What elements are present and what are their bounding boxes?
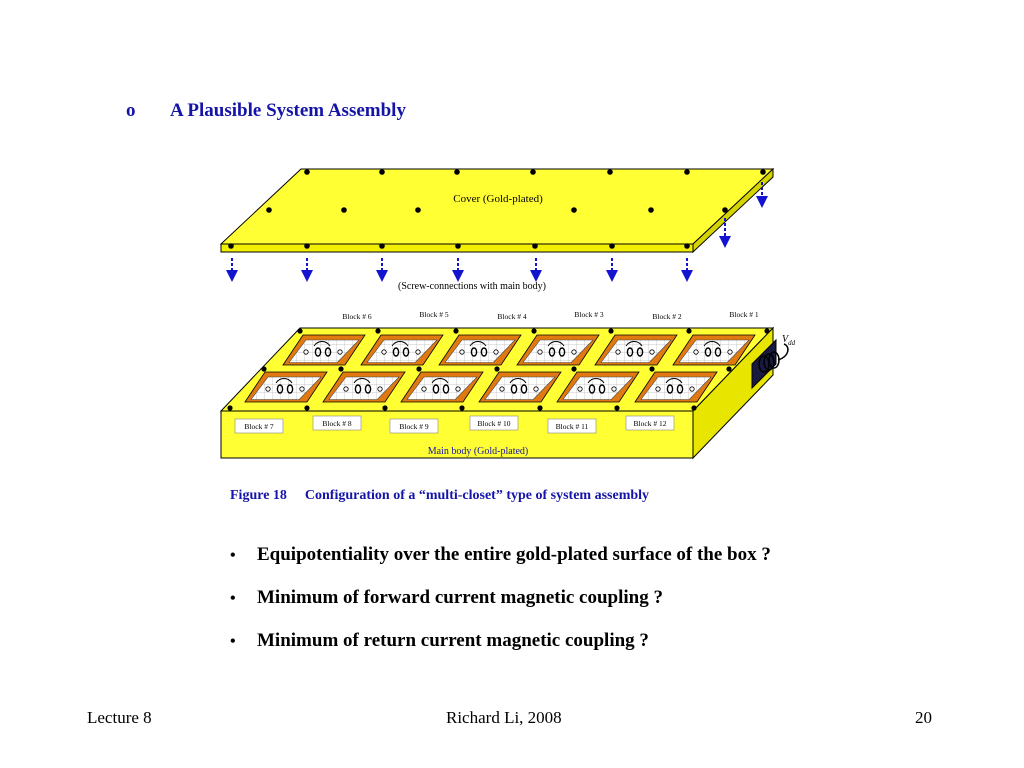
block-label: Block # 1 [729, 310, 759, 319]
screw-hole [649, 366, 654, 371]
figure-number: Figure 18 [230, 488, 287, 503]
screw-hole [760, 169, 766, 175]
screw-hole [722, 207, 728, 213]
screw-hole [537, 405, 542, 410]
block-label: Block # 7 [244, 422, 274, 431]
screw-hole [609, 243, 615, 249]
component [616, 350, 620, 354]
footer-lecture: Lecture 8 [87, 708, 152, 727]
component [572, 350, 576, 354]
component [728, 350, 732, 354]
screw-hole [686, 328, 691, 333]
screw-hole [571, 366, 576, 371]
screw-hole [304, 169, 310, 175]
screw-hole [607, 169, 613, 175]
component [612, 387, 616, 391]
screw-hole [228, 243, 234, 249]
component [338, 350, 342, 354]
screw-hole [691, 405, 696, 410]
screw-hole [459, 405, 464, 410]
screw-label: (Screw-connections with main body) [397, 281, 547, 292]
cover-plate [221, 169, 773, 252]
component [500, 387, 504, 391]
screw-hole [375, 328, 380, 333]
screw-hole [726, 366, 731, 371]
screw-hole [684, 243, 690, 249]
bullet-dot-icon: • [230, 547, 236, 564]
component [422, 387, 426, 391]
heading-bullet: o [126, 100, 136, 121]
screw-hole [338, 366, 343, 371]
screw-hole [261, 366, 266, 371]
block-label: Block # 6 [342, 312, 372, 321]
block-label: Block # 4 [497, 312, 527, 321]
screw-hole [382, 405, 387, 410]
figure-caption [230, 488, 649, 504]
bullet-item: • Minimum of forward current magnetic coupling ? [230, 587, 663, 608]
component [300, 387, 304, 391]
component [304, 350, 308, 354]
block-label: Block # 8 [322, 419, 352, 428]
component [534, 387, 538, 391]
screw-hole [341, 207, 347, 213]
block-label: Block # 9 [399, 422, 429, 431]
bullet-item: • Equipotentiality over the entire gold-plated surface of the box ? [230, 544, 771, 565]
block-label: Block # 12 [633, 419, 667, 428]
bullet-list [230, 544, 771, 673]
bullet-dot-icon: • [230, 590, 236, 607]
cover-label: Cover (Gold-plated) [453, 193, 543, 205]
block-label: Block # 5 [419, 310, 449, 319]
screw-hole [266, 207, 272, 213]
screw-hole [227, 405, 232, 410]
block-label: Block # 3 [574, 310, 604, 319]
screw-hole [297, 328, 302, 333]
component [382, 350, 386, 354]
screw-hole [764, 328, 769, 333]
screw-hole [494, 366, 499, 371]
screw-hole [684, 169, 690, 175]
figure-caption-text: Configuration of a “multi-closet” type of system assembly [304, 488, 650, 503]
screw-hole [531, 328, 536, 333]
screw-hole [455, 243, 461, 249]
screw-hole [571, 207, 577, 213]
component [656, 387, 660, 391]
screw-hole [648, 207, 654, 213]
component [378, 387, 382, 391]
footer-page-number: 20 [915, 708, 932, 727]
screw-hole [415, 207, 421, 213]
screw-hole [379, 243, 385, 249]
screw-hole [608, 328, 613, 333]
component [494, 350, 498, 354]
component [460, 350, 464, 354]
component [456, 387, 460, 391]
screw-hole [454, 169, 460, 175]
screw-hole [530, 169, 536, 175]
component [538, 350, 542, 354]
main-body-label: Main body (Gold-plated) [427, 446, 529, 457]
component [690, 387, 694, 391]
block-label: Block # 10 [477, 419, 511, 428]
component [650, 350, 654, 354]
screw-hole [379, 169, 385, 175]
bullet-dot-icon: • [230, 633, 236, 650]
component [694, 350, 698, 354]
main-body [221, 328, 773, 458]
component [344, 387, 348, 391]
screw-hole [614, 405, 619, 410]
heading-text: A Plausible System Assembly [170, 100, 406, 121]
screw-hole [304, 243, 310, 249]
screw-hole [532, 243, 538, 249]
screw-hole [304, 405, 309, 410]
vdd-label: $V_{dd}$ [782, 334, 796, 347]
component [266, 387, 270, 391]
footer-author: Richard Li, 2008 [446, 708, 562, 727]
component [578, 387, 582, 391]
screw-hole [453, 328, 458, 333]
block-label: Block # 11 [555, 422, 589, 431]
bullet-item: • Minimum of return current magnetic coupling ? [230, 630, 649, 651]
component [416, 350, 420, 354]
block-label: Block # 2 [652, 312, 682, 321]
top-block-labels [342, 310, 758, 321]
screw-hole [416, 366, 421, 371]
